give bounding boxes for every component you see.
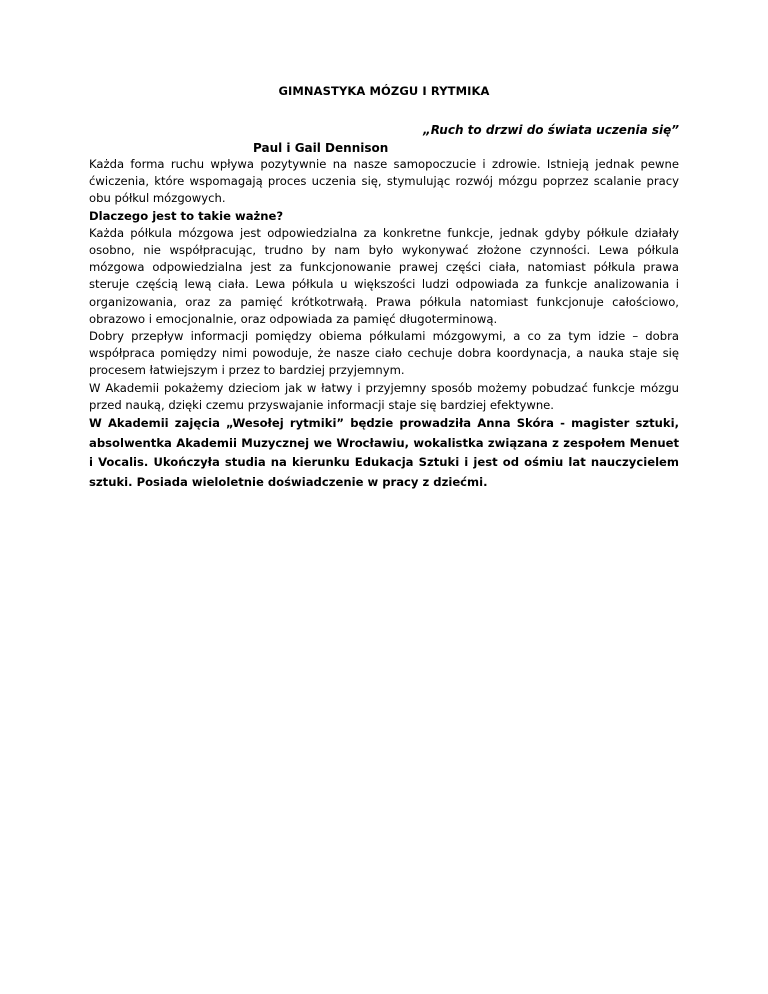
motto-quote: „Ruch to drzwi do świata uczenia się” [422, 123, 679, 137]
section-heading: Dlaczego jest to takie ważne? [89, 208, 284, 223]
information-flow-paragraph: Dobry przepływ informacji pomiędzy obiema półkulami mózgowymi, a co za tym idzie – dobra współpraca pomiędzy nimi powoduje, że nasze ciało cechuje dobra koordynacja, a nauka staje się procesem łatwiejszym i przez to bardziej przyjemnym. [89, 329, 679, 378]
hemispheres-paragraph: Każda półkula mózgowa jest odpowiedzialna za konkretne funkcje, jednak gdyby półkule działały osobno, nie współpracując, trudno by nam było wykonywać złożone czynności. Lewa półkula mózgowa odpowiedzialna jest za funkcjonowanie prawej części ciała, natomiast półkula prawa steruje częścią lewą ciała. Lewa półkula u większości ludzi odpowiada za funkcje analizowania i organizowania, oraz za pamięć krótkotrwałą. Prawa półkula natomiast funkcjonuje całościowo, obrazowo i emocjonalnie, oraz odpowiada za pamięć długoterminową. [89, 225, 679, 326]
intro-paragraph: Każda forma ruchu wpływa pozytywnie na nasze samopoczucie i zdrowie. Istnieją jednak pewne ćwiczenia, które wspomagają proces uczenia się, stymulując rozwój mózgu poprzez scalanie pracy obu półkul mózgowych. [89, 157, 679, 206]
instructor-paragraph: W Akademii zajęcia „Wesołej rytmiki” będzie prowadziła Anna Skóra - magister sztuki, absolwentka Akademii Muzycznej we Wrocławiu, wokalistka związana z zespołem Menuet i Vocalis. Ukończyła studia na kierunku Edukacja Sztuki i jest od ośmiu lat nauczycielem sztuki. Posiada wieloletnie doświadczenie w pracy z dziećmi. [89, 416, 679, 489]
quote-author: Paul i Gail Dennison [253, 141, 389, 155]
body-text [89, 156, 679, 492]
document-title: GIMNASTYKA MÓZGU I RYTMIKA [278, 84, 490, 98]
academy-paragraph: W Akademii pokażemy dzieciom jak w łatwy i przyjemny sposób możemy pobudzać funkcje mózgu przed nauką, dzięki czemu przyswajanie informacji staje się bardziej efektywne. [89, 380, 679, 412]
